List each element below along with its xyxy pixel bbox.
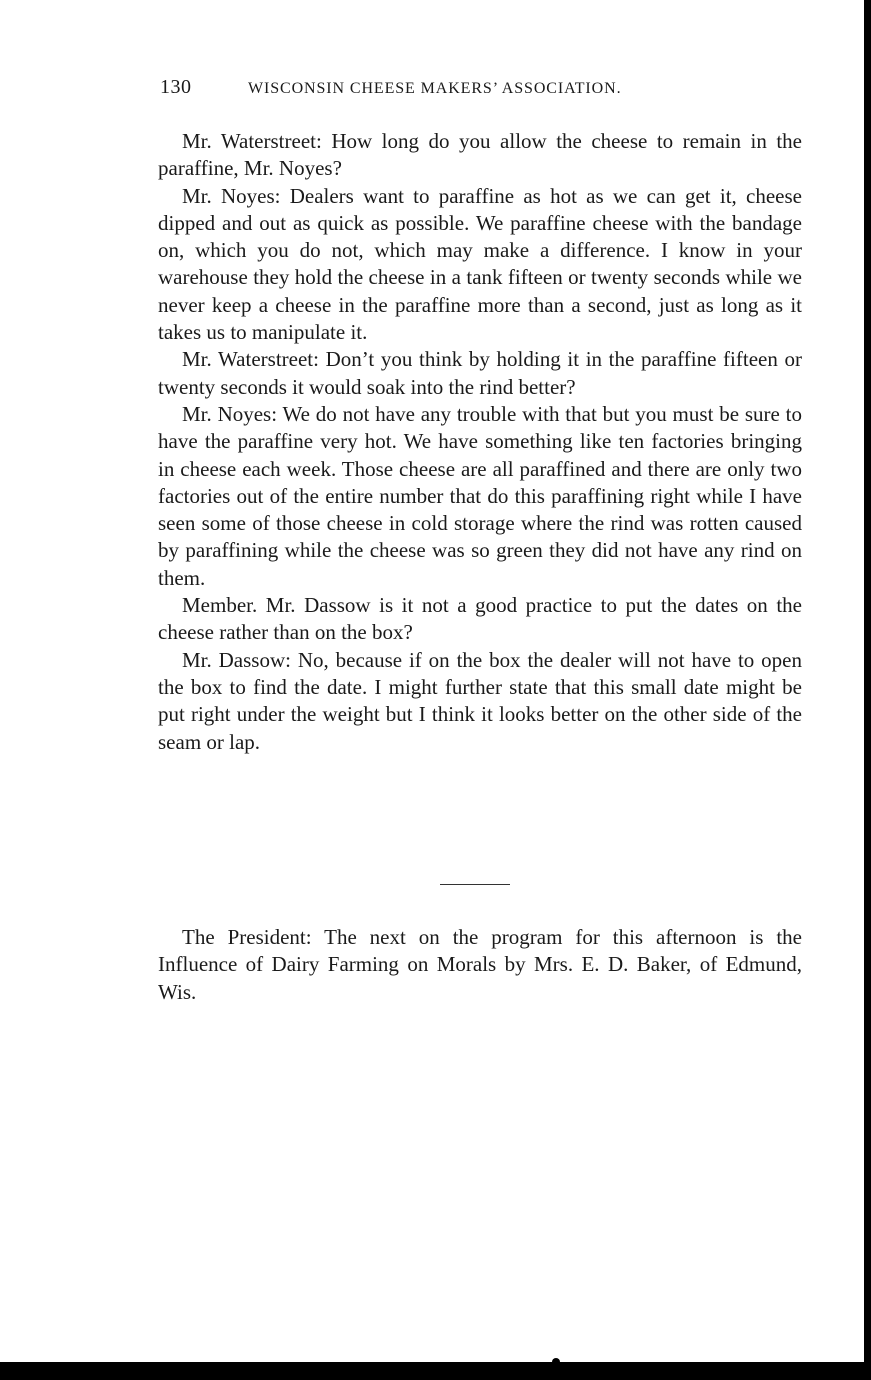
transcript-body <box>158 128 802 756</box>
paragraph-noyes-reply: Mr. Noyes: We do not have any trouble with that but you must be sure to have the paraffine very hot. We have something like ten factories bringing in cheese each week. Those cheese are all paraffined and there are only two factories out of the entire number that do this paraffining right while I have seen some of those cheese in cold storage where the rind was rotten caused by paraffining while the cheese was so green they did not have any rind on them. <box>158 401 802 590</box>
paragraph-dassow-answer: Mr. Dassow: No, because if on the box the dealer will not have to open the box to find the date. I might further state that this small date might be put right under the weight but I think it looks better on the other side of the seam or lap. <box>158 647 802 754</box>
paragraph-member-question: Member. Mr. Dassow is it not a good practice to put the dates on the cheese rather than on the box? <box>158 593 802 645</box>
paragraph-president: The President: The next on the program for this afternoon is the Influence of Dairy Farming on Morals by Mrs. E. D. Baker, of Edmund, Wis. <box>158 925 802 1004</box>
closing-section <box>158 924 802 1006</box>
page-number: 130 <box>160 76 192 98</box>
paragraph-waterstreet-followup: Mr. Waterstreet: Don’t you think by holding it in the paraffine fifteen or twenty seconds it would soak into the rind better? <box>158 347 802 399</box>
scan-border-right <box>864 0 871 1380</box>
section-divider <box>440 884 510 885</box>
paragraph-waterstreet-question: Mr. Waterstreet: How long do you allow the cheese to remain in the paraffine, Mr. Noyes? <box>158 129 802 181</box>
page-header <box>160 76 720 99</box>
running-head: WISCONSIN CHEESE MAKERS’ ASSOCIATION. <box>248 80 622 97</box>
scan-mark <box>552 1358 560 1366</box>
paragraph-noyes-answer: Mr. Noyes: Dealers want to paraffine as hot as we can get it, cheese dipped and out as quick as possible. We paraffine cheese with the bandage on, which you do not, which may make a difference. I know in your warehouse they hold the cheese in a tank fifteen or twenty seconds while we never keep a cheese in the paraffine more than a second, just as long as it takes us to manipulate it. <box>158 183 802 345</box>
scan-border-bottom <box>0 1362 871 1380</box>
